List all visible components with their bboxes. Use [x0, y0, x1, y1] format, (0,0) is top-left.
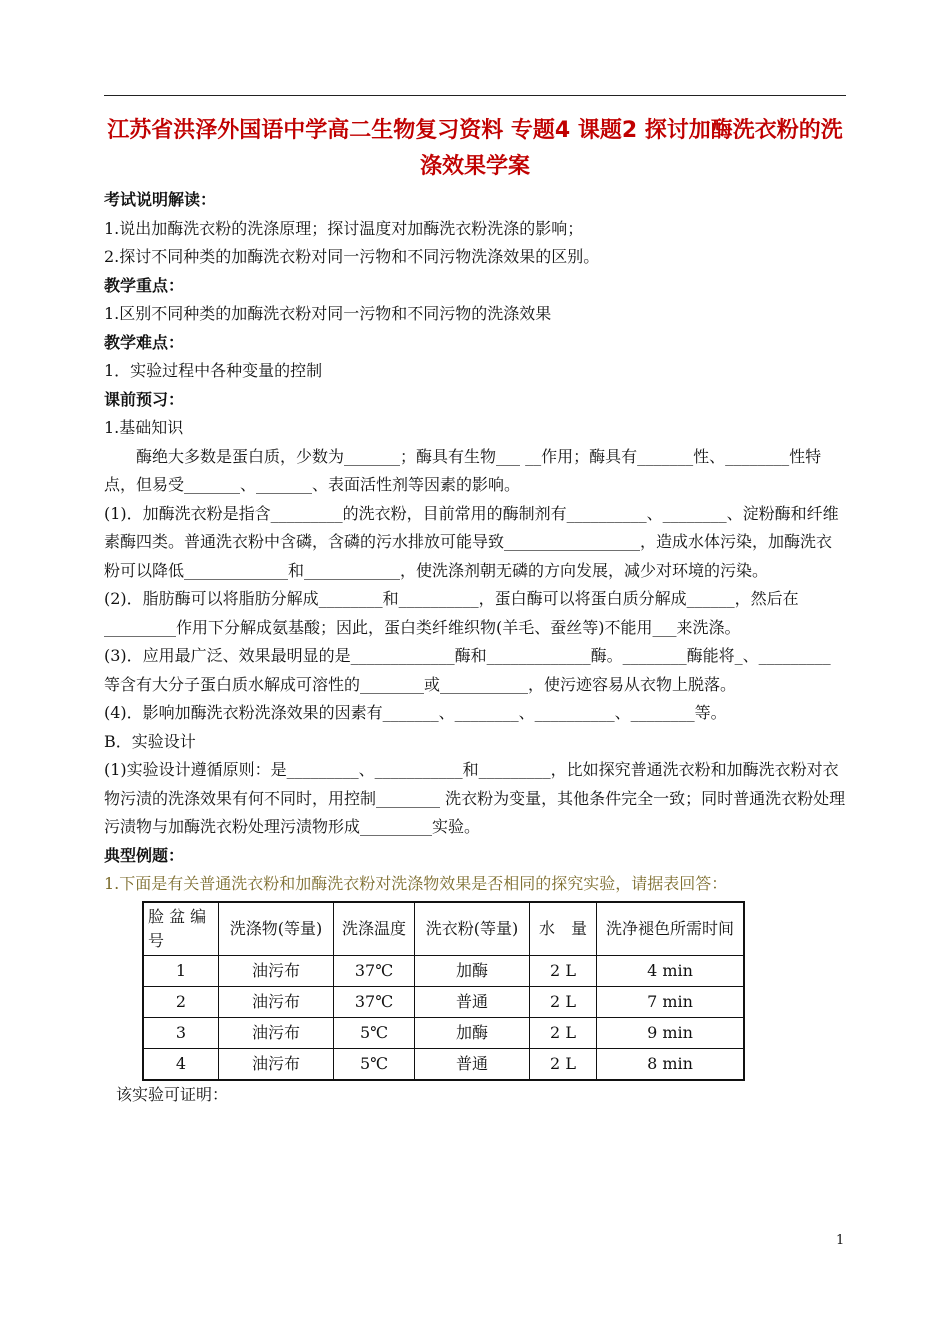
table-cell: 油污布 — [219, 1017, 334, 1048]
header-cell: 洗衣粉(等量) — [415, 902, 530, 956]
table-cell: 油污布 — [219, 1048, 334, 1080]
table-cell: 油污布 — [219, 986, 334, 1017]
basic-paragraph: 酶绝大多数是蛋白质，少数为_______；酶具有生物___ __作用；酶具有_______性、________性特点，但易受_______、_______、表面活性剂等因素的影响。 — [104, 446, 822, 494]
page-title: 江苏省洪泽外国语中学高二生物复习资料 专题4 课题2 探讨加酶洗衣粉的洗涤效果学案 — [107, 118, 843, 179]
table-cell: 普通 — [415, 986, 530, 1017]
table-cell: 1 — [143, 955, 219, 986]
table-cell: 油污布 — [219, 955, 334, 986]
example-heading: 典型例题： — [104, 845, 185, 865]
table-cell: 2 L — [530, 986, 597, 1017]
table-cell: 3 — [143, 1017, 219, 1048]
table-row — [143, 955, 744, 986]
design-heading: B．实验设计 — [104, 731, 196, 751]
document-body — [104, 186, 846, 1109]
experiment-table — [142, 901, 745, 1081]
header-cell: 水 量 — [530, 902, 597, 956]
header-cell: 脸 盆 编号 — [143, 902, 219, 956]
table-cell: 2 L — [530, 955, 597, 986]
table-row — [143, 986, 744, 1017]
question-2: (2)．脂肪酶可以将脂肪分解成________和__________，蛋白酶可以将蛋白质分解成______，然后在_________作用下分解成氨基酸；因此，蛋白类纤维织物(羊毛、蚕丝等)不能用___来洗涤。 — [104, 589, 799, 637]
difficulty-heading: 教学难点： — [104, 332, 185, 352]
table-cell: 37℃ — [334, 986, 415, 1017]
exam-heading: 考试说明解读： — [104, 190, 217, 209]
table-cell: 加酶 — [415, 1017, 530, 1048]
table-cell: 2 — [143, 986, 219, 1017]
table-cell: 8 min — [597, 1048, 745, 1080]
table-row — [143, 1048, 744, 1080]
table-cell: 7 min — [597, 986, 745, 1017]
preview-heading: 课前预习： — [104, 389, 185, 409]
conclusion-prompt: 该实验可证明： — [116, 1084, 229, 1104]
exam-item-2: 2.探讨不同种类的加酶洗衣粉对同一污物和不同污物洗涤效果的区别。 — [104, 247, 600, 266]
focus-item-1: 1.区别不同种类的加酶洗衣粉对同一污物和不同污物的洗涤效果 — [104, 304, 552, 323]
table-cell: 加酶 — [415, 955, 530, 986]
exam-item-1: 1.说出加酶洗衣粉的洗涤原理；探讨温度对加酶洗衣粉洗涤的影响； — [104, 218, 584, 238]
question-1: (1)．加酶洗衣粉是指含_________的洗衣粉，目前常用的酶制剂有__________、________、淀粉酶和纤维素酶四类。普通洗衣粉中含磷，含磷的污水排放可能导致_________________，造成水体污染，加酶洗衣粉可以降低_____________和____________，使洗涤剂朝无磷的方向发展，减少对环境的污染。 — [104, 503, 839, 580]
focus-heading: 教学重点： — [104, 275, 185, 295]
table-cell: 2 L — [530, 1017, 597, 1048]
table-cell: 2 L — [530, 1048, 597, 1080]
design-item-1: (1)实验设计遵循原则：是_________、___________和_________，比如探究普通洗衣粉和加酶洗衣粉对衣物污渍的洗涤效果有何不同时，用控制________ 洗衣粉为变量，其他条件完全一致；同时普通洗衣粉处理污渍物与加酶洗衣粉处理污渍物形成_________实验。 — [104, 760, 846, 836]
basic-heading: 1.基础知识 — [104, 418, 184, 437]
table-cell: 37℃ — [334, 955, 415, 986]
table-header-row — [143, 902, 744, 956]
header-cell: 洗净褪色所需时间 — [597, 902, 745, 956]
difficulty-item-1: 1．实验过程中各种变量的控制 — [104, 361, 323, 380]
top-rule — [104, 95, 846, 96]
table-cell: 9 min — [597, 1017, 745, 1048]
table-row — [143, 1017, 744, 1048]
table-cell: 普通 — [415, 1048, 530, 1080]
table-cell: 4 — [143, 1048, 219, 1080]
example-question-1: 1.下面是有关普通洗衣粉和加酶洗衣粉对洗涤物效果是否相同的探究实验，请据表回答： — [104, 874, 728, 893]
question-4: (4)．影响加酶洗衣粉洗涤效果的因素有_______、________、__________、________等。 — [104, 703, 727, 722]
header-cell: 洗涤温度 — [334, 902, 415, 956]
table-cell: 4 min — [597, 955, 745, 986]
page-number: 1 — [836, 1233, 845, 1248]
table-cell: 5℃ — [334, 1017, 415, 1048]
question-3: (3)．应用最广泛、效果最明显的是_____________酶和_____________酶。________酶能将_、_________等含有大分子蛋白质水解成可溶性的________或___________，使污迹容易从衣物上脱落。 — [104, 646, 831, 694]
table-cell: 5℃ — [334, 1048, 415, 1080]
header-cell: 洗涤物(等量) — [219, 902, 334, 956]
